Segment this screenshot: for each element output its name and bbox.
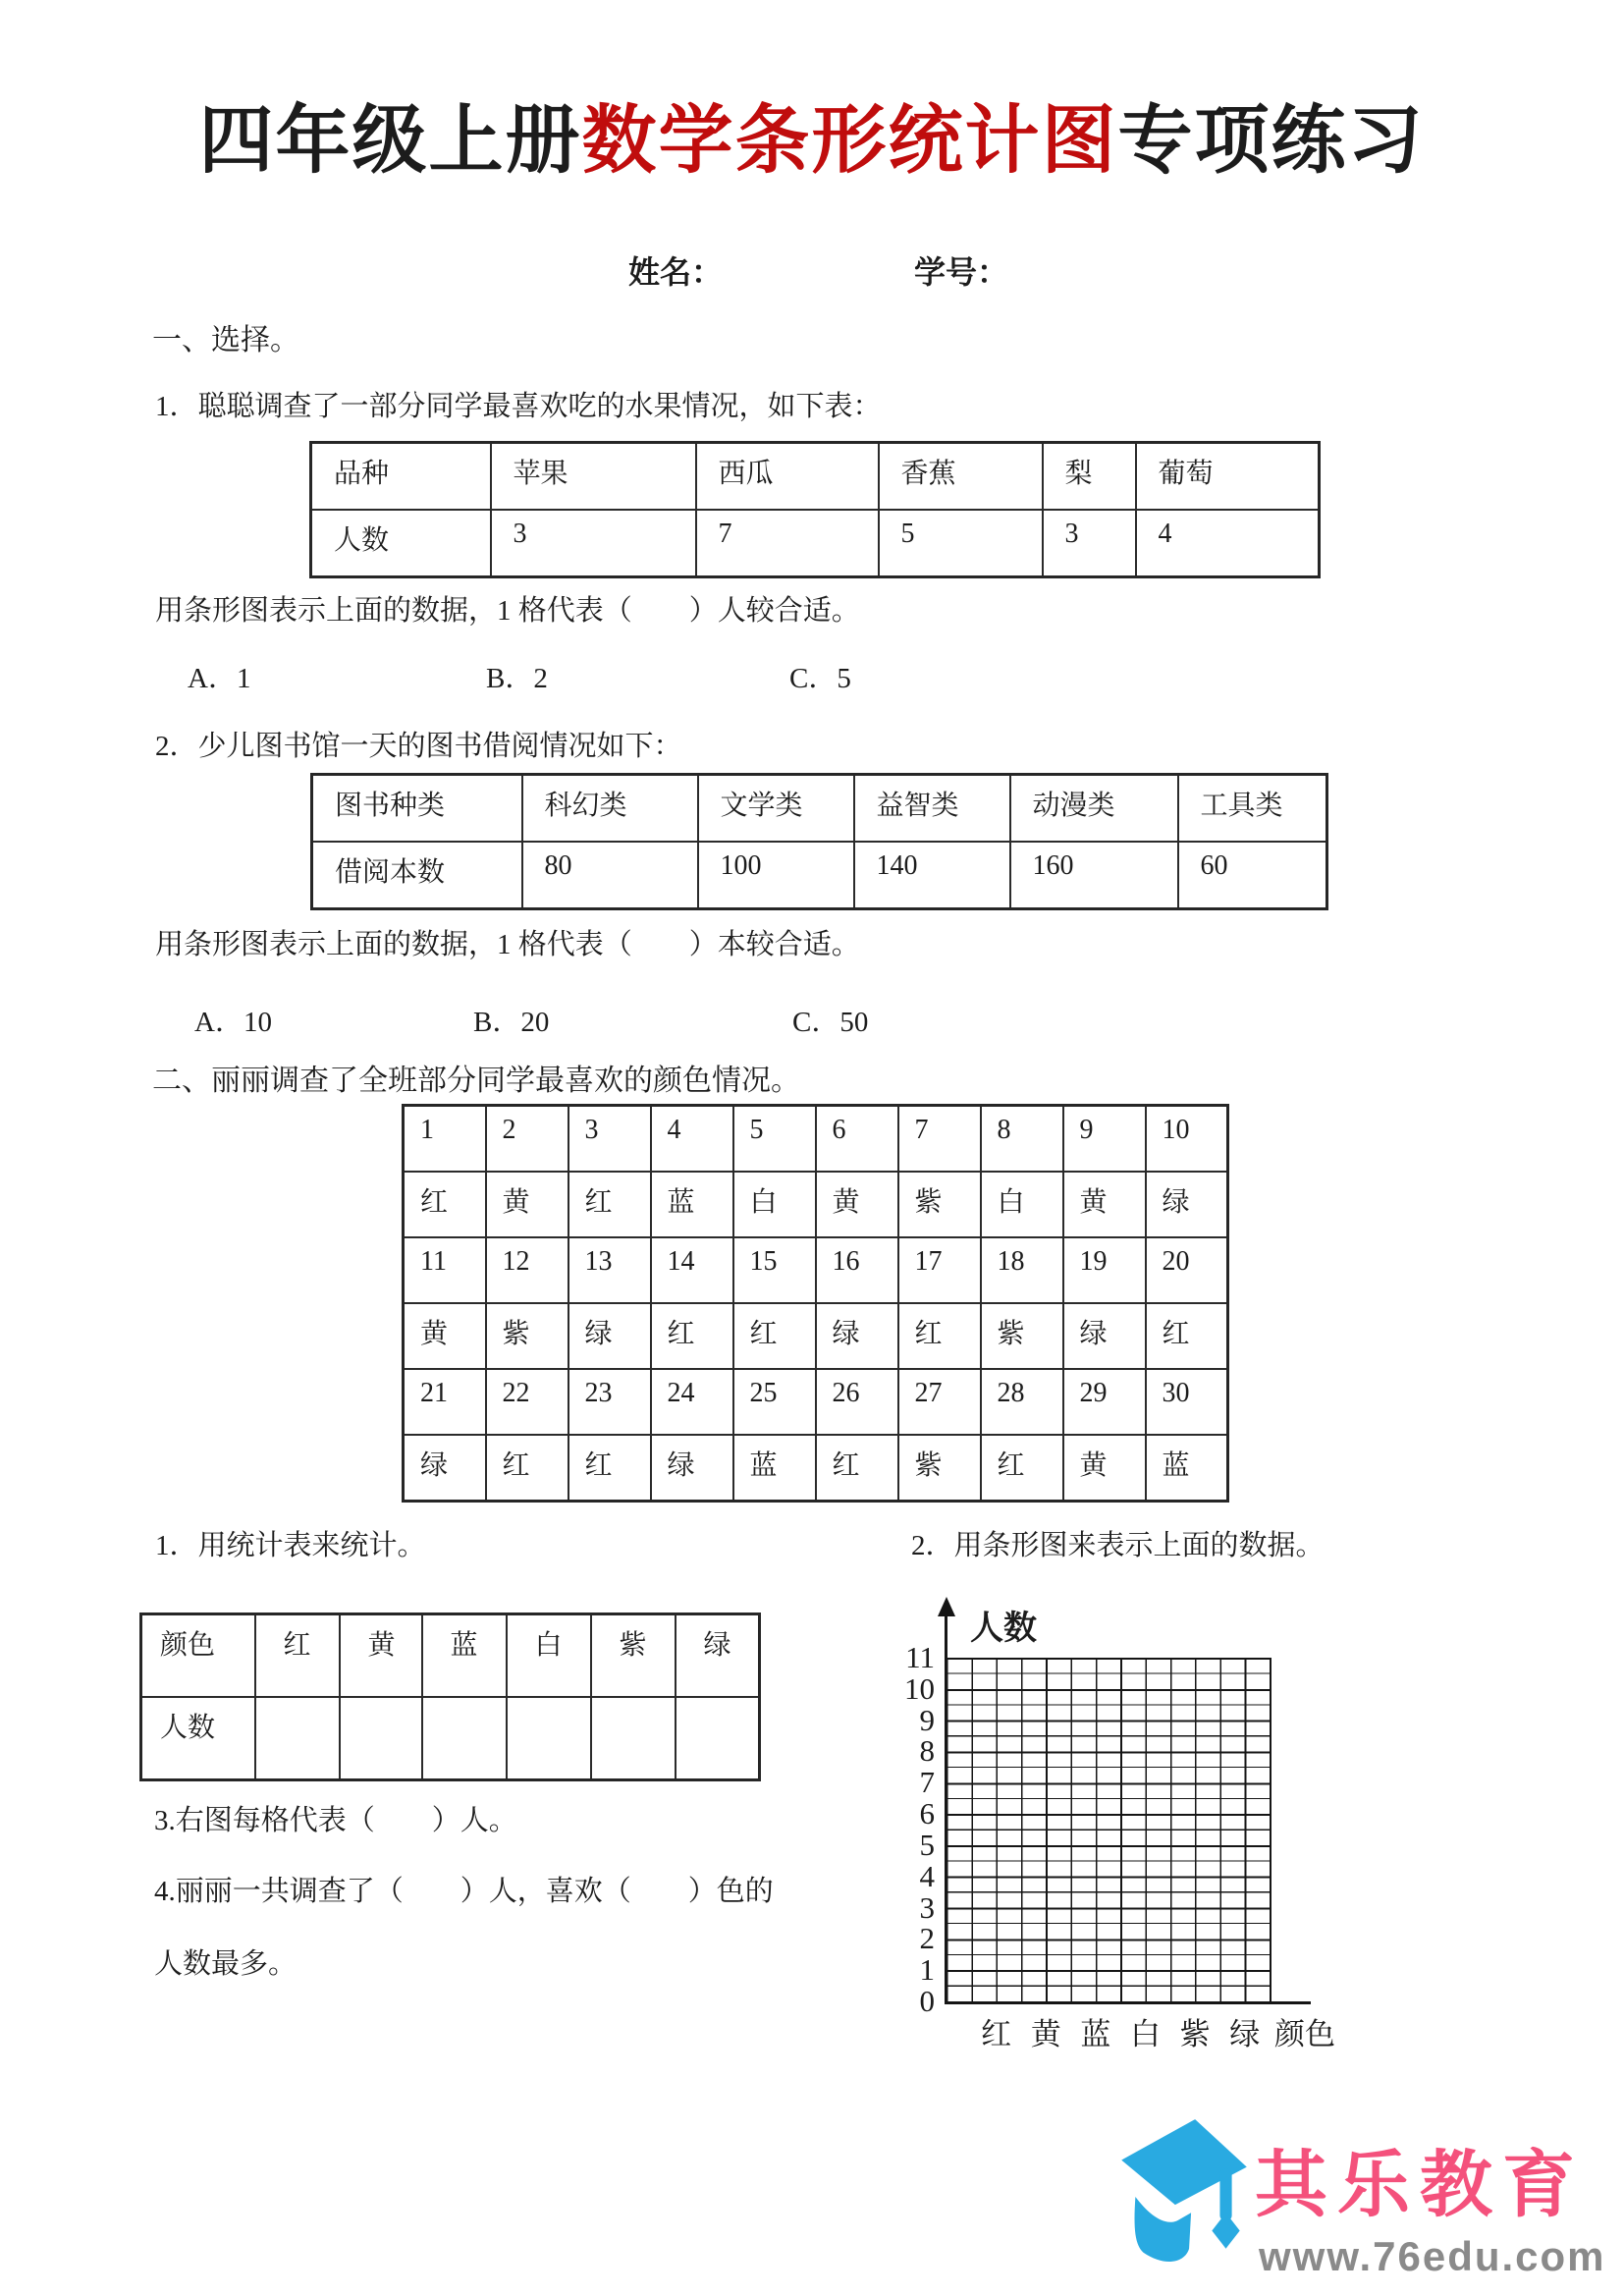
table-cell: 30 (1146, 1369, 1228, 1435)
table-row (404, 1237, 1228, 1303)
q2-options (0, 1000, 1623, 1039)
table-cell (422, 1697, 507, 1780)
table-cell: 26 (816, 1369, 898, 1435)
q2-option-c: C．50 (792, 1007, 869, 1038)
table-row (404, 1435, 1228, 1502)
table-cell: 绿 (676, 1614, 760, 1698)
q1-prompt: 用条形图表示上面的数据，1 格代表（ ）人较合适。 (155, 595, 860, 627)
y-tick-label: 10 (904, 1670, 935, 1706)
table-cell: 100 (698, 842, 854, 909)
table-row (404, 1106, 1228, 1173)
table-cell: 140 (854, 842, 1010, 909)
table-cell: 科幻类 (522, 775, 698, 843)
table-cell: 红 (255, 1614, 340, 1698)
book-borrow-table (310, 773, 1328, 910)
x-category-label: 白 (1129, 2017, 1161, 2051)
graduation-cap-icon (1119, 2113, 1249, 2277)
table-cell: 15 (733, 1237, 816, 1303)
table-cell: 黄 (816, 1172, 898, 1237)
table-cell: 23 (568, 1369, 651, 1435)
q2-prompt: 用条形图表示上面的数据，1 格代表（ ）本较合适。 (155, 929, 860, 960)
name-line (0, 247, 1623, 290)
table-cell: 动漫类 (1010, 775, 1178, 843)
table-cell: 16 (816, 1237, 898, 1303)
table-cell: 工具类 (1178, 775, 1327, 843)
table-cell: 借阅本数 (312, 842, 522, 909)
table-cell: 19 (1063, 1237, 1146, 1303)
table-cell: 绿 (651, 1435, 733, 1502)
table-cell: 20 (1146, 1237, 1228, 1303)
table-cell: 红 (651, 1303, 733, 1369)
table-cell: 梨 (1043, 443, 1136, 511)
y-tick-label: 1 (919, 1952, 935, 1988)
table-cell: 7 (696, 510, 879, 577)
table-cell: 黄 (1063, 1435, 1146, 1502)
table-cell: 红 (486, 1435, 568, 1502)
table-cell: 紫 (486, 1303, 568, 1369)
stats-q1-text: 1．用统计表来统计。 (155, 1530, 426, 1561)
y-tick-label: 2 (919, 1921, 935, 1956)
table-cell: 3 (491, 510, 696, 577)
table-cell: 蓝 (422, 1614, 507, 1698)
table-cell: 蓝 (733, 1435, 816, 1502)
y-tick-label: 6 (919, 1796, 935, 1831)
table-cell: 17 (898, 1237, 981, 1303)
table-cell: 160 (1010, 842, 1178, 909)
table-cell: 香蕉 (879, 443, 1043, 511)
table-cell: 蓝 (651, 1172, 733, 1237)
table-cell: 红 (816, 1435, 898, 1502)
x-category-label: 蓝 (1080, 2017, 1111, 2051)
q1-option-b: B．2 (486, 663, 548, 694)
table-row (141, 1697, 760, 1780)
table-cell: 葡萄 (1136, 443, 1320, 511)
section-1-heading: 一、选择。 (152, 324, 299, 356)
table-cell (255, 1697, 340, 1780)
table-cell: 60 (1178, 842, 1327, 909)
y-tick-label: 9 (919, 1702, 935, 1737)
table-cell: 绿 (1146, 1172, 1228, 1237)
table-cell: 人数 (141, 1697, 255, 1780)
table-cell: 9 (1063, 1106, 1146, 1173)
table-cell: 苹果 (491, 443, 696, 511)
table-cell: 紫 (591, 1614, 676, 1698)
table-row (404, 1369, 1228, 1435)
y-tick-label: 3 (919, 1889, 935, 1925)
x-axis-label: 颜色 (1274, 2017, 1335, 2051)
table-cell (340, 1697, 422, 1780)
x-category-label: 紫 (1179, 2017, 1211, 2051)
table-cell: 白 (507, 1614, 591, 1698)
table-cell: 7 (898, 1106, 981, 1173)
chart-grid (947, 1658, 1271, 2001)
page-title (0, 81, 1623, 188)
table-cell: 黄 (1063, 1172, 1146, 1237)
table-cell: 红 (898, 1303, 981, 1369)
table-cell: 品种 (311, 443, 491, 511)
table-cell: 1 (404, 1106, 486, 1173)
q1-option-c: C．5 (789, 663, 851, 694)
table-cell: 24 (651, 1369, 733, 1435)
fruit-survey-table (309, 441, 1321, 578)
table-cell: 绿 (568, 1303, 651, 1369)
table-cell: 13 (568, 1237, 651, 1303)
table-cell: 3 (568, 1106, 651, 1173)
y-tick-label: 7 (919, 1765, 935, 1800)
table-cell: 11 (404, 1237, 486, 1303)
table-cell: 80 (522, 842, 698, 909)
color-survey-table (402, 1104, 1229, 1503)
table-cell: 文学类 (698, 775, 854, 843)
student-id-label: 学号： (914, 254, 1009, 290)
table-cell: 紫 (898, 1172, 981, 1237)
q2-option-a: A．10 (194, 1007, 272, 1038)
x-category-label: 红 (981, 2017, 1012, 2051)
table-cell (591, 1697, 676, 1780)
table-cell: 6 (816, 1106, 898, 1173)
title-suffix: 专项练习 (1117, 99, 1425, 183)
table-cell: 5 (879, 510, 1043, 577)
table-cell (676, 1697, 760, 1780)
y-tick-label: 5 (919, 1827, 935, 1862)
brand-name: 其乐教育 (1255, 2144, 1585, 2225)
table-cell: 绿 (816, 1303, 898, 1369)
title-prefix: 四年级上册 (198, 99, 582, 183)
table-cell: 图书种类 (312, 775, 522, 843)
table-row (312, 842, 1327, 909)
table-cell: 红 (981, 1435, 1063, 1502)
table-row (404, 1172, 1228, 1237)
table-cell: 3 (1043, 510, 1136, 577)
q3-text: 3.右图每格代表（ ）人。 (154, 1805, 517, 1836)
table-cell: 蓝 (1146, 1435, 1228, 1502)
table-cell: 黄 (340, 1614, 422, 1698)
table-cell: 27 (898, 1369, 981, 1435)
table-cell: 29 (1063, 1369, 1146, 1435)
color-stats-table (139, 1613, 761, 1781)
table-cell: 白 (733, 1172, 816, 1237)
q4-text-continued: 人数最多。 (154, 1948, 298, 1980)
table-row (141, 1614, 760, 1698)
table-cell: 25 (733, 1369, 816, 1435)
q1-option-a: A．1 (188, 663, 251, 694)
table-cell: 21 (404, 1369, 486, 1435)
table-cell: 白 (981, 1172, 1063, 1237)
table-row (311, 443, 1320, 511)
table-cell: 西瓜 (696, 443, 879, 511)
table-cell: 红 (733, 1303, 816, 1369)
q4-text: 4.丽丽一共调查了（ ）人，喜欢（ ）色的 (154, 1876, 774, 1907)
y-tick-labels (862, 1640, 935, 2018)
y-tick-label: 11 (905, 1640, 935, 1674)
q1-text: 1．聪聪调查了一部分同学最喜欢吃的水果情况，如下表： (155, 391, 882, 422)
q1-options (0, 656, 1623, 695)
chart-q2-text: 2．用条形图来表示上面的数据。 (911, 1530, 1325, 1561)
y-tick-label: 0 (919, 1984, 935, 2018)
table-cell: 10 (1146, 1106, 1228, 1173)
table-cell: 绿 (404, 1435, 486, 1502)
table-row (311, 510, 1320, 577)
table-cell: 红 (568, 1435, 651, 1502)
section-2-heading: 二、丽丽调查了全班部分同学最喜欢的颜色情况。 (152, 1065, 800, 1097)
table-cell: 紫 (898, 1435, 981, 1502)
table-cell: 红 (404, 1172, 486, 1237)
table-row (404, 1303, 1228, 1369)
table-cell: 紫 (981, 1303, 1063, 1369)
table-cell: 14 (651, 1237, 733, 1303)
table-cell: 黄 (486, 1172, 568, 1237)
table-cell: 绿 (1063, 1303, 1146, 1369)
table-cell: 颜色 (141, 1614, 255, 1698)
table-cell: 益智类 (854, 775, 1010, 843)
x-category-label: 绿 (1229, 2017, 1261, 2051)
table-cell: 4 (1136, 510, 1320, 577)
x-category-labels (947, 2009, 1270, 2054)
table-cell: 12 (486, 1237, 568, 1303)
x-axis-line (945, 2001, 1311, 2004)
table-cell: 18 (981, 1237, 1063, 1303)
x-category-label: 黄 (1030, 2017, 1061, 2051)
table-cell: 红 (1146, 1303, 1228, 1369)
table-cell: 4 (651, 1106, 733, 1173)
q2-option-b: B．20 (473, 1007, 550, 1038)
q2-text: 2．少儿图书馆一天的图书借阅情况如下： (155, 731, 682, 762)
table-cell: 红 (568, 1172, 651, 1237)
table-cell: 2 (486, 1106, 568, 1173)
y-tick-label: 8 (919, 1733, 935, 1769)
table-cell: 5 (733, 1106, 816, 1173)
table-cell: 人数 (311, 510, 491, 577)
table-cell: 8 (981, 1106, 1063, 1173)
y-tick-label: 4 (919, 1858, 935, 1893)
table-cell: 黄 (404, 1303, 486, 1369)
brand-url: www.76edu.com (1259, 2233, 1606, 2279)
table-cell: 22 (486, 1369, 568, 1435)
table-row (312, 775, 1327, 843)
table-cell (507, 1697, 591, 1780)
y-axis-label: 人数 (970, 1610, 1037, 1647)
table-cell: 28 (981, 1369, 1063, 1435)
name-label: 姓名： (628, 254, 724, 290)
title-highlight: 数学条形统计图 (581, 99, 1118, 183)
